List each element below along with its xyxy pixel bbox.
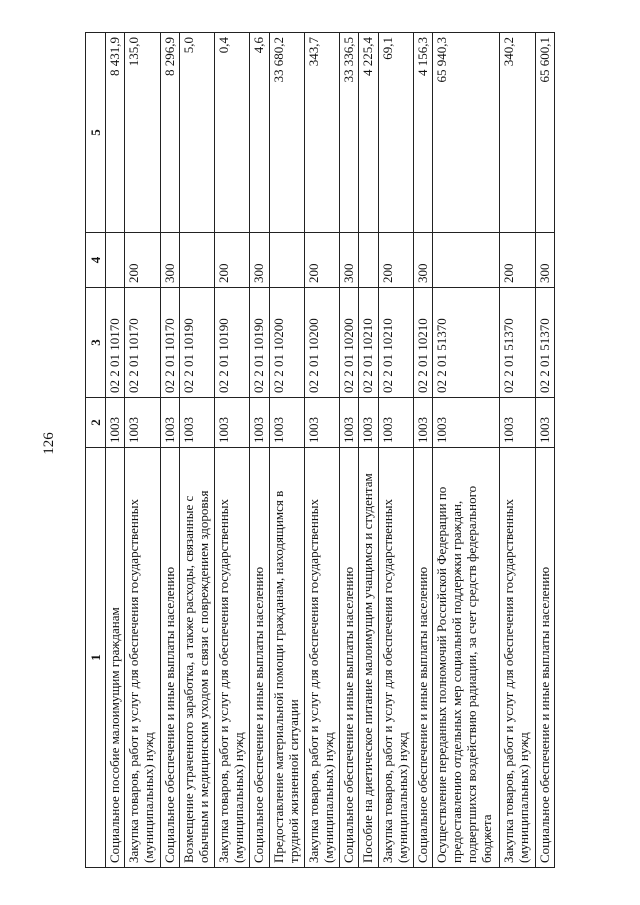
row-target-code-cell: 02 2 01 10210 [378, 288, 413, 398]
table-row [535, 33, 554, 868]
row-target-code-cell: 02 2 01 10200 [269, 288, 304, 398]
row-expense-type-cell [269, 233, 304, 288]
row-expense-type-cell: 200 [378, 233, 413, 288]
header-col-4: 4 [86, 233, 106, 288]
row-expense-type-cell [179, 233, 214, 288]
row-expense-type-cell: 300 [340, 233, 359, 288]
row-expense-type-cell [106, 233, 125, 288]
table-row [340, 33, 359, 868]
row-section-cell: 1003 [535, 398, 554, 448]
row-name-cell: Социальное обеспечение и иные выплаты населению [250, 448, 269, 868]
row-amount-cell: 340,2 [500, 33, 535, 233]
table-row [413, 33, 432, 868]
row-section-cell: 1003 [433, 398, 500, 448]
row-amount-cell: 8 431,9 [106, 33, 125, 233]
row-name-cell: Социальное обеспечение и иные выплаты населению [413, 448, 432, 868]
row-target-code-cell: 02 2 01 10190 [179, 288, 214, 398]
page-number: 126 [40, 432, 57, 455]
row-section-cell: 1003 [179, 398, 214, 448]
table-row [125, 33, 160, 868]
row-section-cell: 1003 [378, 398, 413, 448]
row-target-code-cell: 02 2 01 10170 [106, 288, 125, 398]
row-name-cell: Закупка товаров, работ и услуг для обеспечения государственных (муниципальных) нужд [304, 448, 339, 868]
table-body [106, 33, 555, 868]
row-amount-cell: 33 680,2 [269, 33, 304, 233]
row-expense-type-cell: 200 [215, 233, 250, 288]
row-section-cell: 1003 [413, 398, 432, 448]
row-amount-cell: 69,1 [378, 33, 413, 233]
row-name-cell: Закупка товаров, работ и услуг для обеспечения государственных (муниципальных) нужд [125, 448, 160, 868]
row-name-cell: Пособие на диетическое питание малоимущим учащимся и студентам [359, 448, 378, 868]
header-col-2: 2 [86, 398, 106, 448]
row-name-cell: Закупка товаров, работ и услуг для обеспечения государственных (муниципальных) нужд [500, 448, 535, 868]
row-target-code-cell: 02 2 01 10200 [340, 288, 359, 398]
header-col-5: 5 [86, 33, 106, 233]
row-section-cell: 1003 [500, 398, 535, 448]
row-name-cell: Социальное обеспечение и иные выплаты населению [160, 448, 179, 868]
row-section-cell: 1003 [250, 398, 269, 448]
row-amount-cell: 33 336,5 [340, 33, 359, 233]
row-section-cell: 1003 [359, 398, 378, 448]
row-amount-cell: 135,0 [125, 33, 160, 233]
row-name-cell: Закупка товаров, работ и услуг для обеспечения государственных (муниципальных) нужд [215, 448, 250, 868]
table-row [359, 33, 378, 868]
row-name-cell: Социальное пособие малоимущим гражданам [106, 448, 125, 868]
row-amount-cell: 8 296,9 [160, 33, 179, 233]
rotated-table-area [85, 33, 555, 868]
row-target-code-cell: 02 2 01 10170 [125, 288, 160, 398]
table-row [500, 33, 535, 868]
table-row [215, 33, 250, 868]
table-row [179, 33, 214, 868]
header-col-1: 1 [86, 448, 106, 868]
row-target-code-cell: 02 2 01 51370 [500, 288, 535, 398]
row-target-code-cell: 02 2 01 51370 [535, 288, 554, 398]
table-container [85, 33, 555, 868]
row-expense-type-cell [433, 233, 500, 288]
row-expense-type-cell: 300 [413, 233, 432, 288]
row-name-cell: Осуществление переданных полномочий Российской Федерации по предоставлению отдельных мер социальной поддержки граждан, подвергшихся воздействию радиации, за счет средств федерального бюджета [433, 448, 500, 868]
row-target-code-cell: 02 2 01 10190 [215, 288, 250, 398]
row-amount-cell: 0,4 [215, 33, 250, 233]
row-section-cell: 1003 [125, 398, 160, 448]
row-target-code-cell: 02 2 01 10190 [250, 288, 269, 398]
row-expense-type-cell: 300 [250, 233, 269, 288]
header-col-3: 3 [86, 288, 106, 398]
row-name-cell: Предоставление материальной помощи гражданам, находящимся в трудной жизненной ситуации [269, 448, 304, 868]
row-section-cell: 1003 [340, 398, 359, 448]
table-row [269, 33, 304, 868]
row-section-cell: 1003 [304, 398, 339, 448]
row-name-cell: Возмещение утраченного заработка, а также расходы, связанные с обычным и медицинским уходом в связи с повреждением здоровья [179, 448, 214, 868]
table-row [250, 33, 269, 868]
row-section-cell: 1003 [269, 398, 304, 448]
row-target-code-cell: 02 2 01 10210 [359, 288, 378, 398]
row-expense-type-cell: 200 [125, 233, 160, 288]
row-expense-type-cell: 200 [304, 233, 339, 288]
row-name-cell: Социальное обеспечение и иные выплаты населению [535, 448, 554, 868]
row-amount-cell: 65 600,1 [535, 33, 554, 233]
row-section-cell: 1003 [160, 398, 179, 448]
table-row [304, 33, 339, 868]
row-amount-cell: 4 156,3 [413, 33, 432, 233]
row-expense-type-cell: 200 [500, 233, 535, 288]
row-expense-type-cell: 300 [160, 233, 179, 288]
header-row [86, 33, 106, 868]
row-section-cell: 1003 [106, 398, 125, 448]
row-target-code-cell: 02 2 01 10210 [413, 288, 432, 398]
row-target-code-cell: 02 2 01 10200 [304, 288, 339, 398]
table-row [160, 33, 179, 868]
row-section-cell: 1003 [215, 398, 250, 448]
row-amount-cell: 5,0 [179, 33, 214, 233]
table-row [378, 33, 413, 868]
row-expense-type-cell: 300 [535, 233, 554, 288]
row-target-code-cell: 02 2 01 10170 [160, 288, 179, 398]
row-amount-cell: 65 940,3 [433, 33, 500, 233]
row-amount-cell: 343,7 [304, 33, 339, 233]
row-amount-cell: 4,6 [250, 33, 269, 233]
table-row [433, 33, 500, 868]
budget-table [85, 32, 555, 868]
row-target-code-cell: 02 2 01 51370 [433, 288, 500, 398]
row-expense-type-cell [359, 233, 378, 288]
row-name-cell: Социальное обеспечение и иные выплаты населению [340, 448, 359, 868]
row-name-cell: Закупка товаров, работ и услуг для обеспечения государственных (муниципальных) нужд [378, 448, 413, 868]
row-amount-cell: 4 225,4 [359, 33, 378, 233]
table-row [106, 33, 125, 868]
